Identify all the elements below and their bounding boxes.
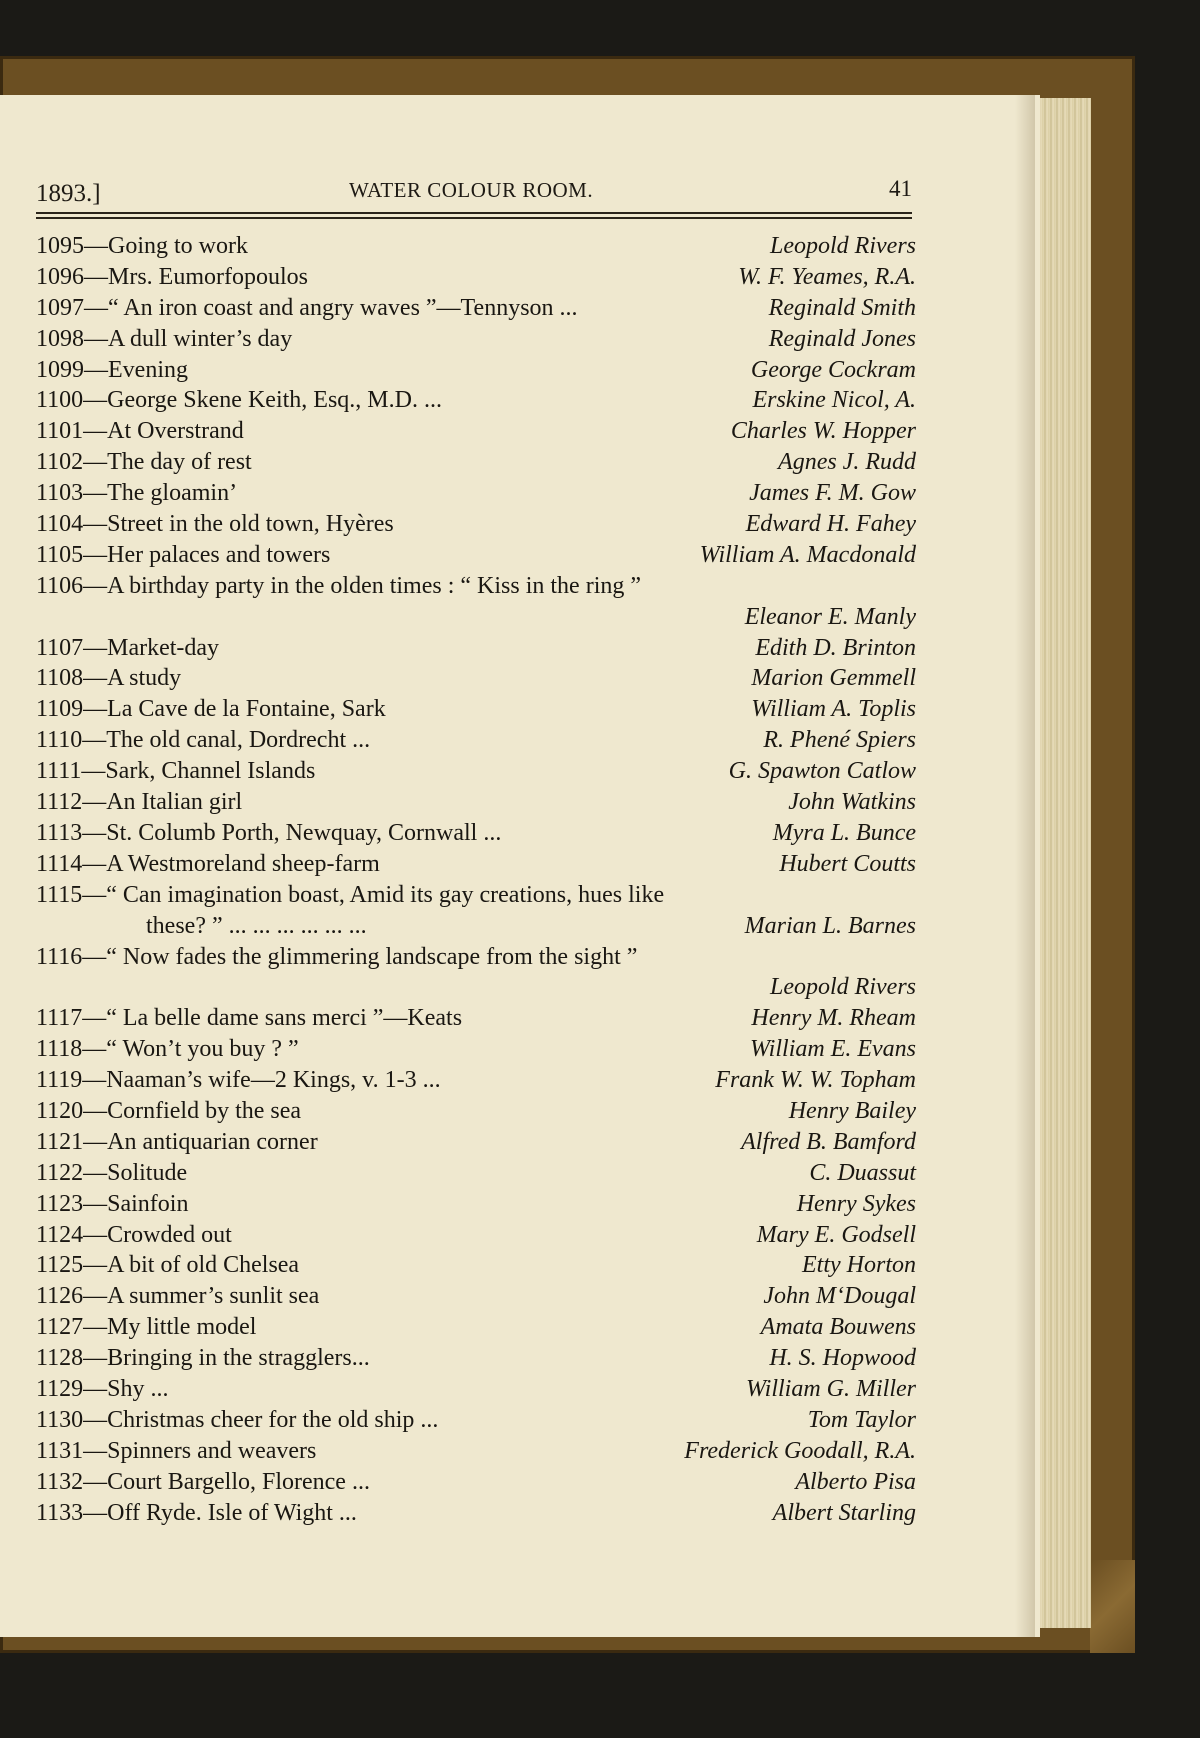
entry-artist: Reginald Smith [768, 294, 916, 321]
entry-artist: Henry Bailey [788, 1097, 916, 1124]
entry-title: The day of rest [107, 449, 252, 476]
entry-dash: — [83, 1499, 108, 1526]
entry-title: A birthday party in the olden times : “ Kiss in the ring ” [107, 572, 642, 599]
entry-artist: William A. Macdonald [699, 541, 916, 568]
entry-artist: John Watkins [788, 789, 916, 816]
catalogue-entry [36, 1312, 916, 1343]
catalogue-entry [36, 509, 916, 540]
entry-number: 1129 [36, 1376, 84, 1402]
entry-number: 1103 [36, 480, 84, 507]
entry-artist: Alberto Pisa [795, 1468, 916, 1495]
catalogue-entry [36, 880, 916, 942]
entry-artist: Edward H. Fahey [745, 511, 916, 538]
entry-number: 1121 [36, 1128, 84, 1155]
entry-number: 1106 [36, 572, 84, 599]
entry-dash: — [84, 294, 108, 321]
entry-title: Cornfield by the sea [107, 1097, 302, 1124]
entry-artist: Etty Horton [802, 1252, 916, 1279]
entry-dash: — [83, 1190, 108, 1217]
catalogue-entry [36, 1374, 916, 1405]
entry-title: Her palaces and towers [107, 541, 331, 568]
entry-dash: — [83, 1437, 108, 1464]
entry-title: “ An iron coast and angry waves ”—Tennyson ... [108, 294, 578, 321]
entry-number: 1108 [36, 665, 84, 692]
entry-artist: H. S. Hopwood [769, 1345, 916, 1372]
entry-artist: Charles W. Hopper [730, 418, 916, 445]
entry-title: “ La belle dame sans merci ”—Keats [106, 1005, 463, 1032]
entry-dash: — [83, 1376, 108, 1402]
entry-number: 1118 [36, 1036, 83, 1063]
running-header [36, 176, 912, 210]
entry-number: 1105 [36, 541, 84, 568]
catalogue-entry [36, 293, 916, 324]
entry-number: 1131 [36, 1437, 84, 1464]
header-rule-top [36, 212, 912, 214]
entry-dash: — [83, 1468, 108, 1495]
header-rule-bottom [36, 217, 912, 219]
entry-artist: Hubert Coutts [779, 850, 916, 877]
entry-title: At Overstrand [107, 418, 244, 445]
entry-dash: — [83, 541, 108, 568]
entry-artist: George Cockram [750, 356, 916, 383]
catalogue-entry [36, 1096, 916, 1127]
entry-dash: — [82, 1036, 107, 1063]
entry-artist: William A. Toplis [751, 696, 916, 723]
entry-artist: Reginald Jones [768, 325, 916, 352]
entry-dash: — [83, 1345, 108, 1372]
catalogue-entry [36, 849, 916, 880]
entry-artist: Edith D. Brinton [755, 634, 916, 661]
header-title: WATER COLOUR ROOM. [349, 178, 594, 202]
catalogue-entry [36, 231, 916, 262]
entry-dash: — [84, 356, 108, 383]
entry-dash: — [82, 850, 107, 877]
catalogue-entry [36, 478, 916, 509]
entry-dash: — [83, 634, 108, 661]
cover-corner [1090, 1560, 1135, 1653]
entry-title: Mrs. Eumorfopoulos [108, 263, 308, 290]
entry-title: Street in the old town, Hyères [107, 511, 394, 538]
entry-number: 1098 [36, 325, 84, 352]
entry-dash: — [82, 881, 107, 908]
entry-title-continuation: these? ” ... ... ... ... ... ... [146, 912, 367, 939]
entry-artist: James F. M. Gow [749, 480, 916, 507]
catalogue-entry [36, 385, 916, 416]
catalogue-entry [36, 1065, 916, 1096]
entry-number: 1128 [36, 1345, 84, 1372]
entry-artist: Henry M. Rheam [751, 1005, 916, 1032]
entry-dash: — [83, 1159, 108, 1186]
entry-dash: — [82, 943, 107, 970]
entry-number: 1104 [36, 511, 84, 538]
entry-number: 1130 [36, 1406, 84, 1433]
catalogue-entry [36, 787, 916, 818]
page-gutter-shadow [1015, 95, 1035, 1637]
entry-dash: — [84, 233, 108, 259]
entry-dash: — [83, 665, 108, 692]
entry-title: Court Bargello, Florence ... [107, 1468, 370, 1495]
entry-dash: — [83, 1314, 108, 1341]
entry-dash: — [83, 1097, 108, 1124]
entry-title: La Cave de la Fontaine, Sark [107, 696, 386, 723]
catalogue-entry [36, 1281, 916, 1312]
catalogue-entry [36, 416, 916, 447]
entry-title: Going to work [108, 233, 248, 259]
entry-number: 1125 [36, 1252, 84, 1279]
entry-title: A Westmoreland sheep-farm [106, 850, 380, 877]
entry-dash: — [83, 1252, 108, 1279]
entry-number: 1101 [36, 418, 84, 445]
entry-dash: — [83, 572, 108, 599]
catalogue-entries [36, 231, 916, 1528]
entry-artist: Mary E. Godsell [756, 1221, 916, 1248]
entry-artist: G. Spawton Catlow [728, 758, 916, 785]
entry-dash: — [83, 1221, 108, 1248]
entry-title: St. Columb Porth, Newquay, Cornwall ... [106, 819, 502, 846]
entry-number: 1132 [36, 1468, 84, 1495]
entry-number: 1100 [36, 387, 84, 414]
entry-title: Christmas cheer for the old ship ... [107, 1406, 439, 1433]
entry-title: A study [107, 665, 182, 692]
entry-number: 1099 [36, 356, 84, 383]
entry-artist: Erskine Nicol, A. [752, 387, 916, 414]
entry-number: 1116 [36, 943, 83, 970]
entry-dash: — [81, 758, 106, 785]
entry-number: 1122 [36, 1159, 84, 1186]
entry-title: The gloamin’ [107, 480, 238, 507]
entry-artist: Henry Sykes [796, 1190, 916, 1217]
page-number: 41 [889, 176, 912, 201]
entry-artist: W. F. Yeames, R.A. [738, 263, 916, 290]
entry-title: “ Now fades the glimmering landscape from the sight ” [106, 943, 638, 970]
entry-artist: Frederick Goodall, R.A. [684, 1437, 916, 1464]
entry-dash: — [83, 511, 108, 538]
catalogue-entry [36, 1343, 916, 1374]
entry-title: Spinners and weavers [107, 1437, 317, 1464]
entry-number: 1096 [36, 263, 84, 290]
entry-number: 1133 [36, 1499, 84, 1526]
entry-dash: — [82, 819, 107, 846]
entry-title: A bit of old Chelsea [107, 1252, 300, 1279]
catalogue-entry [36, 663, 916, 694]
entry-title: “ Won’t you buy ? ” [106, 1036, 299, 1063]
entry-artist: Tom Taylor [807, 1406, 916, 1433]
entry-artist: Leopold Rivers [770, 233, 916, 259]
entry-number: 1114 [36, 850, 83, 877]
entry-title: An antiquarian corner [107, 1128, 318, 1155]
entry-number: 1113 [36, 819, 83, 846]
catalogue-entry [36, 1220, 916, 1251]
catalogue-entry [36, 694, 916, 725]
entry-number: 1095 [36, 233, 84, 259]
entry-title: Sainfoin [107, 1190, 189, 1217]
entry-dash: — [83, 480, 108, 507]
entry-artist: Agnes J. Rudd [778, 449, 916, 476]
catalogue-entry [36, 1003, 916, 1034]
catalogue-entry [36, 1189, 916, 1220]
catalogue-entry [36, 1498, 916, 1529]
entry-artist: C. Duassut [809, 1159, 916, 1186]
entry-dash: — [84, 325, 108, 352]
entry-artist: Myra L. Bunce [772, 819, 916, 846]
entry-number: 1117 [36, 1005, 83, 1032]
entry-title: Sark, Channel Islands [105, 758, 316, 785]
entry-artist: Marion Gemmell [751, 665, 916, 692]
entry-title: Crowded out [107, 1221, 232, 1248]
entry-dash: — [82, 727, 107, 754]
entry-number: 1126 [36, 1283, 84, 1310]
entry-artist: Marian L. Barnes [744, 912, 916, 939]
entry-title: “ Can imagination boast, Amid its gay creations, hues like [106, 881, 665, 908]
entry-title: A summer’s sunlit sea [107, 1283, 320, 1310]
entry-dash: — [83, 418, 108, 445]
entry-artist: William G. Miller [746, 1376, 916, 1402]
entry-number: 1112 [36, 789, 83, 816]
catalogue-entry [36, 1127, 916, 1158]
entry-artist: John M‘Dougal [763, 1283, 916, 1310]
entry-dash: — [82, 1067, 107, 1094]
entry-number: 1111 [36, 758, 82, 785]
entry-artist: Eleanor E. Manly [744, 603, 916, 630]
entry-number: 1107 [36, 634, 84, 661]
entry-artist: Albert Starling [772, 1499, 916, 1526]
catalogue-entry [36, 818, 916, 849]
entry-title: Off Ryde. Isle of Wight ... [107, 1499, 357, 1526]
entry-title: Bringing in the stragglers... [107, 1345, 370, 1372]
catalogue-entry [36, 1467, 916, 1498]
entry-number: 1120 [36, 1097, 84, 1124]
catalogue-entry [36, 540, 916, 571]
entry-title: George Skene Keith, Esq., M.D. ... [107, 387, 442, 414]
header-year: 1893.] [36, 180, 101, 207]
entry-number: 1102 [36, 449, 84, 476]
entry-artist: Alfred B. Bamford [741, 1128, 916, 1155]
entry-number: 1110 [36, 727, 83, 754]
catalogue-entry [36, 725, 916, 756]
entry-title: Evening [108, 356, 188, 383]
entry-number: 1127 [36, 1314, 84, 1341]
catalogue-entry [36, 633, 916, 664]
entry-dash: — [83, 1128, 108, 1155]
entry-number: 1109 [36, 696, 84, 723]
entry-title: The old canal, Dordrecht ... [106, 727, 371, 754]
entry-dash: — [83, 449, 108, 476]
entry-dash: — [82, 1005, 107, 1032]
entry-number: 1119 [36, 1067, 83, 1094]
catalogue-entry [36, 447, 916, 478]
catalogue-entry [36, 1034, 916, 1065]
entry-dash: — [84, 263, 108, 290]
entry-artist: R. Phené Spiers [763, 727, 916, 754]
catalogue-entry [36, 571, 916, 633]
entry-number: 1124 [36, 1221, 84, 1248]
entry-dash: — [82, 789, 107, 816]
entry-title: An Italian girl [106, 789, 243, 816]
entry-title: Market-day [107, 634, 220, 661]
catalogue-entry [36, 1158, 916, 1189]
entry-title: Shy ... [107, 1376, 169, 1402]
entry-dash: — [83, 1406, 108, 1433]
entry-number: 1097 [36, 294, 84, 321]
catalogue-entry [36, 262, 916, 293]
entry-dash: — [83, 387, 108, 414]
entry-title: My little model [107, 1314, 257, 1341]
catalogue-entry [36, 1405, 916, 1436]
entry-artist: Leopold Rivers [770, 974, 916, 1001]
catalogue-entry [36, 355, 916, 386]
catalogue-entry [36, 756, 916, 787]
entry-title: Solitude [107, 1159, 188, 1186]
entry-artist: Amata Bouwens [760, 1314, 916, 1341]
entry-number: 1115 [36, 881, 83, 908]
entry-title: Naaman’s wife—2 Kings, v. 1-3 ... [106, 1067, 441, 1094]
entry-title: A dull winter’s day [108, 325, 293, 352]
entry-number: 1123 [36, 1190, 84, 1217]
catalogue-entry [36, 324, 916, 355]
entry-dash: — [83, 696, 108, 723]
catalogue-entry [36, 1436, 916, 1467]
entry-artist: William E. Evans [750, 1036, 916, 1063]
catalogue-entry [36, 1250, 916, 1281]
catalogue-entry [36, 942, 916, 1004]
entry-artist: Frank W. W. Topham [715, 1067, 916, 1094]
entry-dash: — [83, 1283, 108, 1310]
